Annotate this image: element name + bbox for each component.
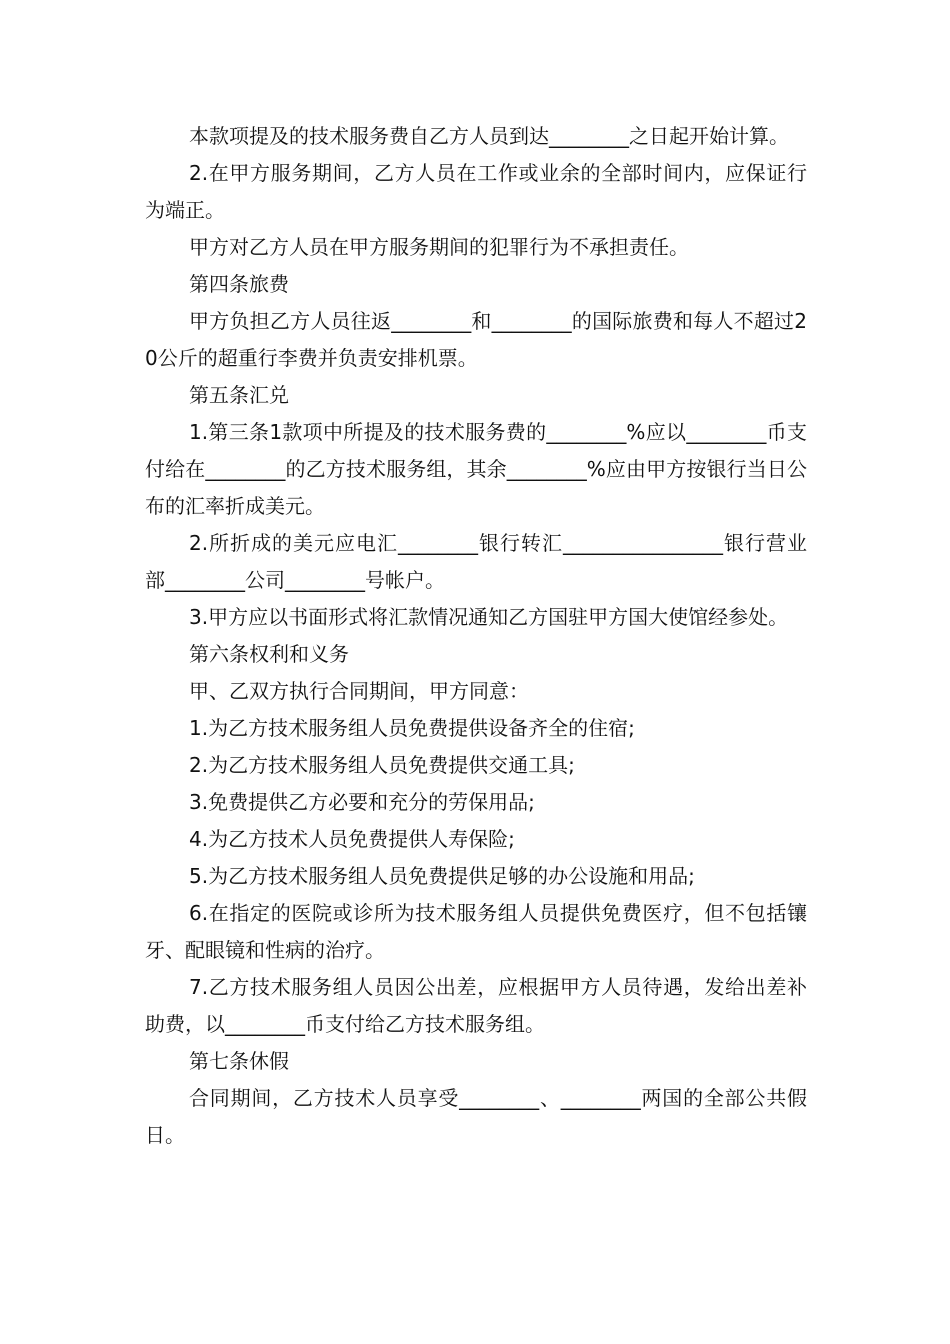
list-item-medical: 6.在指定的医院或诊所为技术服务组人员提供免费医疗，但不包括镶牙、配眼镜和性病的治疗。 — [145, 901, 807, 962]
section-heading-exchange: 第五条汇兑 — [189, 383, 289, 407]
paragraph-fee-start: 本款项提及的技术服务费自乙方人员到达________之日起开始计算。 — [189, 124, 789, 148]
paragraph-exchange-1: 1.第三条1款项中所提及的技术服务费的________%应以________币支付给在________的乙方技术服务组，其余________%应由甲方按银行当日公布的汇率折成美元。 — [145, 420, 807, 518]
section-heading-holidays: 第七条休假 — [189, 1049, 289, 1073]
paragraph-exchange-2: 2.所折成的美元应电汇________银行转汇________________银行营业部________公司________号帐户。 — [145, 531, 807, 592]
section-heading-rights: 第六条权利和义务 — [189, 642, 349, 666]
paragraph-conduct: 2.在甲方服务期间，乙方人员在工作或业余的全部时间内，应保证行为端正。 — [145, 161, 807, 222]
document-body — [145, 118, 807, 1154]
list-item-protective-gear: 3.免费提供乙方必要和充分的劳保用品; — [189, 790, 535, 814]
list-item-life-insurance: 4.为乙方技术人员免费提供人寿保险; — [189, 827, 515, 851]
list-item-transport: 2.为乙方技术服务组人员免费提供交通工具; — [189, 753, 575, 777]
list-item-office-facilities: 5.为乙方技术服务组人员免费提供足够的办公设施和用品; — [189, 864, 695, 888]
section-heading-travel: 第四条旅费 — [189, 272, 289, 296]
list-item-lodging: 1.为乙方技术服务组人员免费提供设备齐全的住宿; — [189, 716, 635, 740]
paragraph-holidays: 合同期间，乙方技术人员享受________、________两国的全部公共假日。 — [145, 1086, 807, 1147]
paragraph-rights-intro: 甲、乙双方执行合同期间，甲方同意： — [189, 679, 529, 703]
list-item-travel-allowance: 7.乙方技术服务组人员因公出差，应根据甲方人员待遇，发给出差补助费，以________币支付给乙方技术服务组。 — [145, 975, 807, 1036]
paragraph-liability: 甲方对乙方人员在甲方服务期间的犯罪行为不承担责任。 — [189, 235, 689, 259]
paragraph-exchange-3: 3.甲方应以书面形式将汇款情况通知乙方国驻甲方国大使馆经参处。 — [189, 605, 789, 629]
paragraph-travel-expenses: 甲方负担乙方人员往返________和________的国际旅费和每人不超过20公斤的超重行李费并负责安排机票。 — [145, 309, 807, 370]
